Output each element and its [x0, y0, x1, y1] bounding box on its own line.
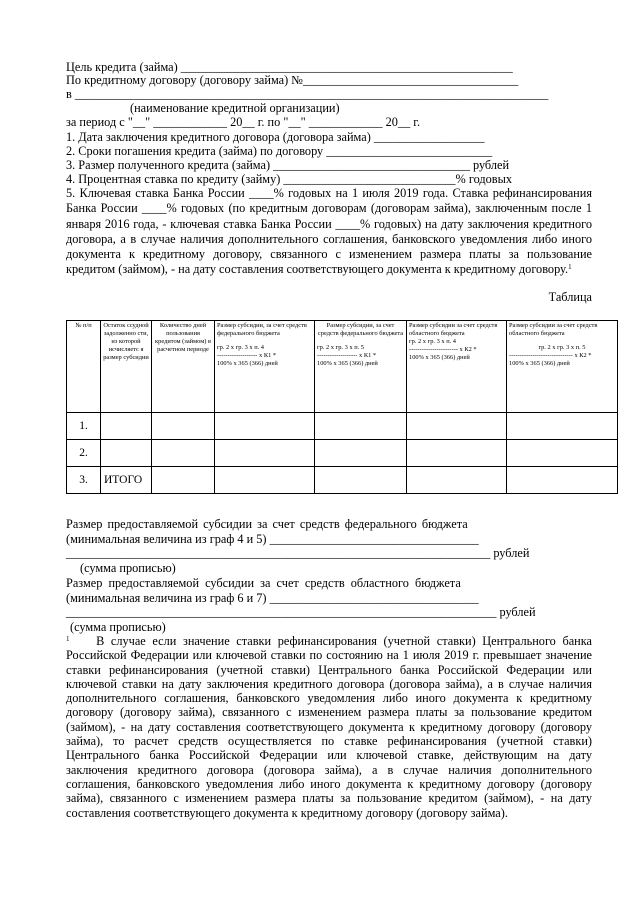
credit-purpose-line: Цель кредита (займа) ______________________________________________________ [66, 60, 513, 74]
cell [152, 440, 215, 467]
fed-subsidy-line-1: Размер предоставляемой субсидии за счет средств федерального бюджета [66, 517, 468, 531]
cell [315, 413, 407, 440]
reg-subsidy-line-1: Размер предоставляемой субсидии за счет средств областного бюджета [66, 576, 461, 590]
formula-reg-7-num: гр. 2 х гр. 3 х п. 5 [538, 344, 586, 351]
formula-reg-7-line: ------------------------------ x К2 * [509, 352, 592, 359]
cell [152, 413, 215, 440]
header-fed-5-label: Размер субсидии, за счет средств федерального бюджета [317, 322, 404, 337]
footnote-text: В случае если значение ставки рефинансирования (учетной ставки) Центрального банка Российской Федерации или ключевой ставки по состоянию на 1 июля 2019 г. превышает значение ставки рефинансирования (учетной ставки) Центрального банка Российской Федерации или ключевой ставки на дату заключения кредитного договора (договора займа), а в случае наличия дополнительного соглашения, банковского уведомления либо иного документа к кредитному договору (договору займа), связанного с изменением размера платы за пользование кредитом (займом), - на дату составления соответствующего документа к кредитному договору (договору займа), то расчет средств осуществляется по ставке рефинансирования (учетной ставки) Центрального банка Российской Федерации или ключевой ставке, действующим на дату заключения кредитного договора (договора займа), а в случае наличия дополнительного соглашения, банковского уведомления либо иного документа к кредитному договору (договору займа), связанного с изменением размера платы за пользование кредитом (займом), - на дату составления соответствующего документа к кредитному договору (договору займа). [66, 634, 593, 820]
credit-organization-caption: (наименование кредитной организации) [130, 101, 340, 115]
header-days: Количество дней пользования кредитом (займом) в расчетном периоде [152, 321, 215, 413]
table-caption: Таблица [548, 290, 592, 304]
cell [215, 440, 315, 467]
item-4-line: 4. Процентная ставка по кредиту (займу) ____________________________% годовых [66, 172, 513, 186]
formula-fed-4-coef: К1 * [263, 352, 277, 359]
formula-reg-6-den: 100% х 365 (366) дней [409, 354, 470, 361]
fed-subsidy-line-3: _____________________________________________________________________ рублей [66, 546, 530, 560]
cell [215, 413, 315, 440]
cell [315, 440, 407, 467]
header-balance: Остаток ссудной задолженно сти, из которой исчисляетс я размер субсидии [101, 321, 152, 413]
item-1-line: 1. Дата заключения кредитного договора (договора займа) __________________ [66, 130, 485, 144]
table-row [67, 440, 618, 467]
item-3-line: 3. Размер полученного кредита (займа) ________________________________ рублей [66, 158, 510, 172]
item-2-line: 2. Сроки погашения кредита (займа) по договору ___________________________ [66, 144, 493, 158]
formula-fed-5-num: гр. 2 х гр. 3 х п. 5 [317, 344, 365, 351]
formula-reg-6-num: гр. 2 х гр. 3 х п. 4 [409, 338, 457, 345]
cell [152, 467, 215, 494]
subsidy-table [66, 320, 618, 494]
footnote-mark: 1 [66, 635, 70, 643]
cell [315, 467, 407, 494]
reg-subsidy-line-2: (минимальная величина из граф 6 и 7) __________________________________ [66, 591, 479, 605]
cell [407, 413, 507, 440]
row-total-label: ИТОГО [101, 467, 152, 494]
footnote-ref: 1 [568, 263, 572, 272]
fed-subsidy-caption: (сумма прописью) [80, 561, 176, 575]
formula-reg-7-den: 100% х 365 (366) дней [509, 360, 570, 367]
reg-subsidy-caption: (сумма прописью) [70, 620, 166, 634]
header-num: № п/п [67, 321, 101, 413]
table-header-row [67, 321, 618, 413]
header-reg-6-label: Размер субсидии за счет средств областного бюджета [409, 322, 498, 337]
reg-subsidy-line-3: ______________________________________________________________________ рублей [66, 605, 536, 619]
formula-fed-4-den: 100% х 365 (366) дней [217, 360, 278, 367]
row-3-num: 3. [67, 467, 101, 494]
formula-fed-5-den: 100% х 365 (366) дней [317, 360, 378, 367]
header-reg-7 [507, 321, 618, 413]
fed-subsidy-line-2: (минимальная величина из граф 4 и 5) __________________________________ [66, 532, 479, 546]
formula-fed-5-coef: К1 * [363, 352, 377, 359]
cell [407, 467, 507, 494]
header-reg-7-label: Размер субсидии за счет средств областного бюджета [509, 322, 598, 337]
formula-fed-5-line: ------------------- x К1 * [317, 352, 377, 359]
header-fed-4-label: Размер субсидии, за счет средств федерального бюджета [217, 322, 307, 337]
formula-reg-6-line: ----------------------- x К2 * [409, 346, 477, 353]
row-2-num: 2. [67, 440, 101, 467]
cell [507, 440, 618, 467]
period-line: за период с "__" ____________ 20__ г. по "__" ____________ 20__ г. [66, 115, 421, 129]
cell [507, 467, 618, 494]
table-row [67, 413, 618, 440]
cell [215, 467, 315, 494]
formula-fed-4-num: гр. 2 х гр. 3 х п. 4 [217, 344, 265, 351]
row-2-label [101, 440, 152, 467]
cell [407, 440, 507, 467]
formula-reg-6-coef: К2 * [464, 346, 477, 353]
footnote [66, 634, 592, 820]
header-fed-4 [215, 321, 315, 413]
credit-agreement-line: По кредитному договору (договору займа) №___________________________________ [66, 73, 519, 87]
formula-fed-4-line: ------------------- x К1 * [217, 352, 277, 359]
header-reg-6 [407, 321, 507, 413]
table-row-total [67, 467, 618, 494]
cell [507, 413, 618, 440]
row-1-num: 1. [67, 413, 101, 440]
credit-organization-line: в _____________________________________________________________________________ [66, 87, 549, 101]
item-5-paragraph: 5. Ключевая ставка Банка России ____% годовых на 1 июля 2019 года. Ставка рефинансирования Банка России ____% годовых (по кредитным договорам (договорам займа), заключенным после 1 января 2016 года, - ключевая ставка Банка России ____% годовых) на дату заключения кредитного договора, а в случае наличия дополнительного соглашения, банковского уведомления либо иного документа к кредитному договору, связанного с изменением размера платы за пользование кредитом (займом), - на дату составления соответствующего документа к кредитному договору.$^1$ [66, 186, 592, 277]
header-fed-5 [315, 321, 407, 413]
row-1-label [101, 413, 152, 440]
formula-reg-7-coef: К2 * [579, 352, 592, 359]
